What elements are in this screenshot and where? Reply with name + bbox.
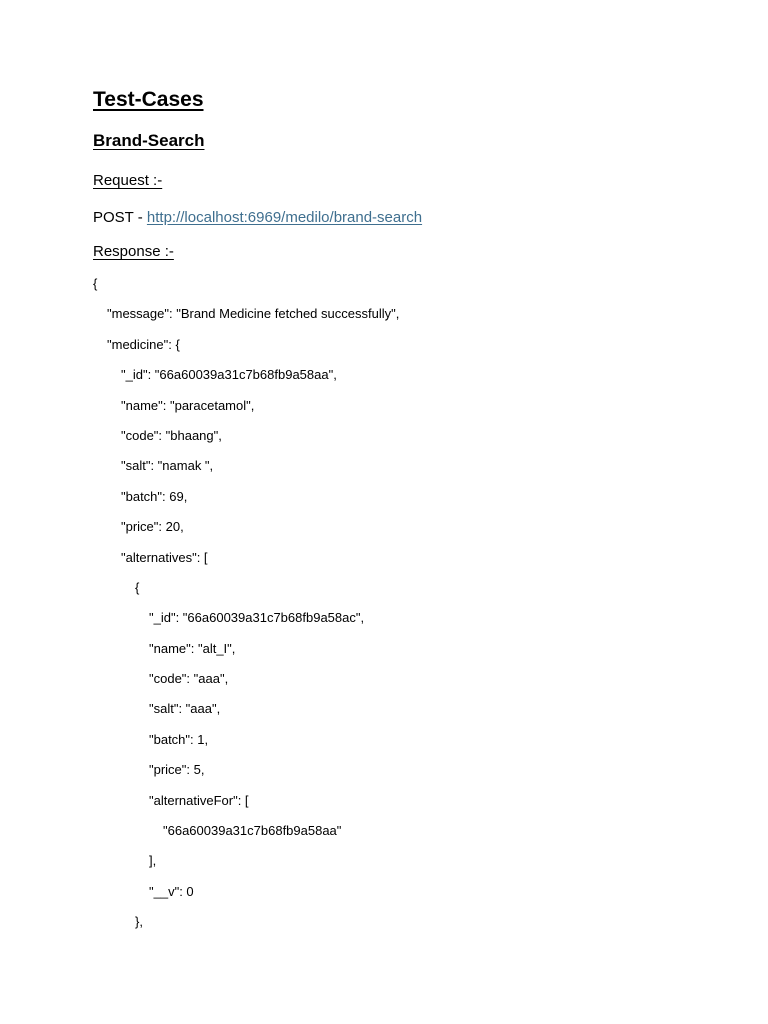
response-line: "_id": "66a60039a31c7b68fb9a58aa", [121,367,337,383]
page-title: Test-Cases [93,88,204,111]
response-line: }, [135,914,143,930]
request-method: POST - [93,209,147,226]
response-line: "code": "bhaang", [121,427,222,443]
response-line: "salt": "aaa", [149,701,221,717]
response-line: "batch": 69, [121,488,188,504]
request-line [93,209,422,226]
response-line: { [135,579,140,595]
response-line: "_id": "66a60039a31c7b68fb9a58ac", [149,610,365,626]
response-line: "price": 20, [121,519,184,535]
request-url-link[interactable]: http://localhost:6969/medilo/brand-search [146,209,423,226]
response-line: "alternativeFor": [ [149,792,249,808]
response-label: Response :- [93,243,174,260]
response-line: "batch": 1, [149,731,209,747]
response-line: "66a60039a31c7b68fb9a58aa" [163,823,342,839]
response-line: "code": "aaa", [149,671,229,687]
response-line: "name": "paracetamol", [121,397,255,413]
response-line: "name": "alt_I", [149,640,236,656]
section-heading: Brand-Search [93,131,205,150]
response-line: { [93,276,98,291]
response-line: "salt": "namak ", [121,458,214,474]
response-line: "__v": 0 [149,883,194,899]
response-line: ], [149,853,157,869]
response-body [93,274,399,943]
response-line: "alternatives": [ [121,549,208,565]
response-line: "message": "Brand Medicine fetched successfully", [107,306,400,322]
request-label: Request :- [93,172,163,189]
response-line: "price": 5, [149,762,205,778]
response-line: "medicine": { [107,336,180,352]
